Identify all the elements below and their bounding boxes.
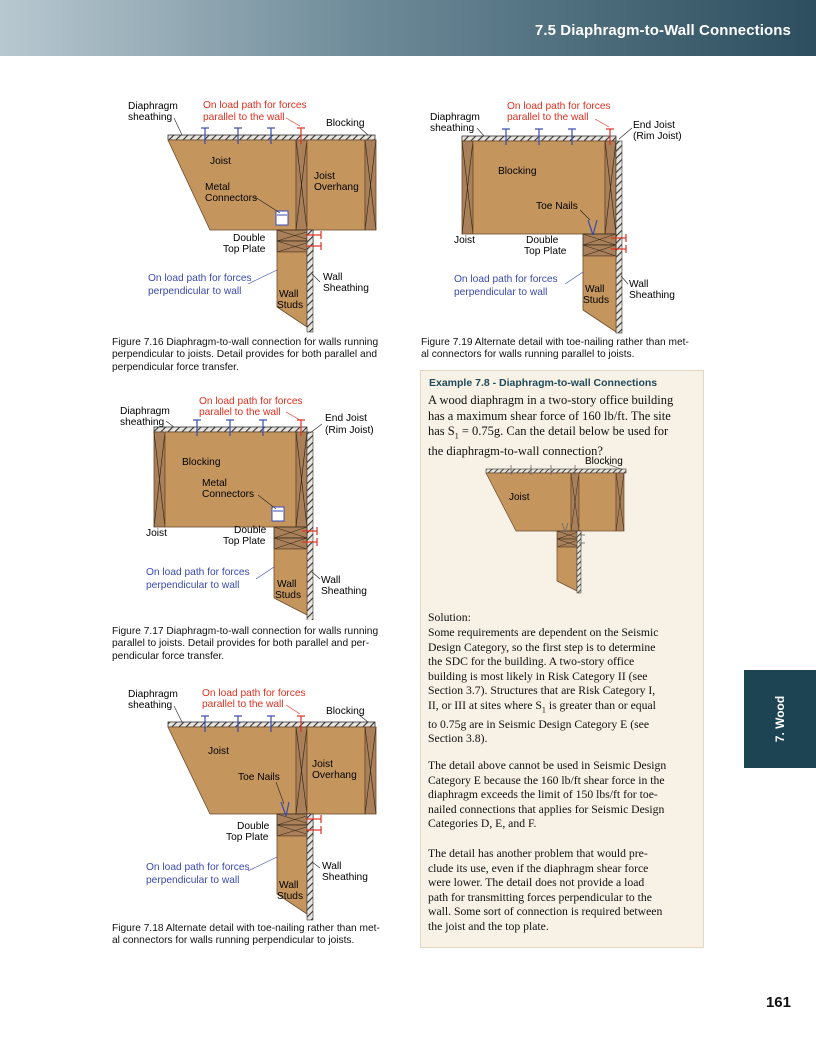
label-perp-path: On load path for forces: [148, 273, 252, 284]
chapter-tab[interactable]: [744, 670, 816, 768]
label-blocking: Blocking: [182, 457, 221, 468]
label-wall-studs: Wall: [585, 284, 605, 295]
label-parallel-path-2: parallel to the wall: [199, 407, 281, 418]
solution-paragraph-2: The detail above cannot be used in Seismic Design Category E because the 160 lb/ft shear force in the diaphragm exceeds the limit of 150 lbs/ft for toe- nailed connections that applies for Seismic Design Categories D, E, and F.: [428, 759, 667, 831]
label-wall-sheathing: Wall: [321, 575, 341, 586]
example-title: Example 7.8 - Diaphragm-to-wall Connections: [429, 377, 658, 389]
label-joist-overhang-2: Overhang: [314, 182, 359, 193]
label-end-joist: End Joist: [325, 413, 367, 424]
label-diaphragm: Diaphragm: [128, 689, 178, 700]
label-double-top-plate: Double: [237, 821, 270, 832]
label-parallel-path-2: parallel to the wall: [507, 112, 589, 123]
label-wall-studs: Wall: [279, 880, 299, 891]
figure-7-19: [420, 92, 710, 337]
label-wall-sheathing: Wall: [629, 279, 649, 290]
label-end-joist-2: (Rim Joist): [325, 425, 374, 436]
label-joist-overhang: Joist: [314, 171, 335, 182]
example-diagram: [483, 455, 633, 595]
label-double-top-plate: Double: [234, 525, 267, 536]
example-box: [420, 370, 704, 948]
label-perp-path: On load path for forces: [454, 274, 558, 285]
figure-7-17: [110, 390, 400, 620]
label-perp-path-2: perpendicular to wall: [146, 875, 240, 886]
label-joist: Joist: [208, 746, 229, 757]
para1-line-s1: II, or III at sites where $S_1$ is greater than or equal: [428, 698, 656, 715]
header-title: 7.5 Diaphragm-to-Wall Connections: [534, 22, 791, 39]
label-end-joist-2: (Rim Joist): [633, 131, 682, 142]
label-sheathing: sheathing: [120, 417, 165, 428]
label-blocking: Blocking: [326, 706, 365, 717]
label-wall-sheathing: Wall: [323, 272, 343, 283]
label-parallel-path: On load path for forces: [202, 688, 306, 699]
label-wall-studs-2: Studs: [583, 295, 610, 306]
label-wall-sheathing: Wall: [322, 861, 342, 872]
label-parallel-path: On load path for forces: [199, 396, 303, 407]
label-double-top-plate-2: Top Plate: [223, 244, 266, 255]
label-perp-path-2: perpendicular to wall: [146, 580, 240, 591]
label-double-top-plate: Double: [526, 235, 559, 246]
diagram-label-joist: Joist: [509, 492, 530, 503]
label-metal-connectors: Metal: [205, 182, 230, 193]
page-header: [0, 0, 816, 56]
label-metal-connectors-2: Connectors: [205, 193, 258, 204]
caption-figure-7-16: Figure 7.16 Diaphragm-to-wall connection for walls running perpendicular to joists. Detail provides for both parallel and perpendicular force transfer.: [112, 337, 379, 373]
diagram-label-blocking: Blocking: [585, 456, 623, 467]
label-toe-nails: Toe Nails: [238, 772, 280, 783]
label-wall-sheathing-2: Sheathing: [321, 586, 367, 597]
label-joist-overhang-2: Overhang: [312, 770, 357, 781]
label-wall-studs: Wall: [279, 289, 299, 300]
caption-figure-7-18: Figure 7.18 Alternate detail with toe-nailing rather than met- al connectors for walls running perpendicular to joists.: [112, 923, 380, 947]
label-metal-connectors: Metal: [202, 478, 227, 489]
caption-figure-7-17: Figure 7.17 Diaphragm-to-wall connection for walls running parallel to joists. Detail provides for both parallel and per- pendicular force transfer.: [112, 626, 379, 662]
solution-paragraph-3: The detail has another problem that would pre- clude its use, even if the diaphragm shear force were lower. The detail does not provide a load path for transmitting forces perpendicular to the wall. Some sort of connection is required between the joist and the top plate.: [428, 847, 663, 933]
label-joist: Joist: [146, 528, 167, 539]
label-sheathing: sheathing: [128, 700, 173, 711]
label-diaphragm: Diaphragm: [430, 112, 480, 123]
label-joist: Joist: [210, 156, 231, 167]
label-metal-connectors-2: Connectors: [202, 489, 255, 500]
label-double-top-plate-2: Top Plate: [524, 246, 567, 257]
figure-7-18: [110, 682, 400, 922]
label-wall-studs: Wall: [277, 579, 297, 590]
label-toe-nails: Toe Nails: [536, 201, 578, 212]
label-wall-sheathing-2: Sheathing: [323, 283, 369, 294]
label-wall-sheathing-2: Sheathing: [322, 872, 368, 883]
label-perp-path: On load path for forces: [146, 862, 250, 873]
question-line-s1: has $S_1 = 0.75g$. Can the detail below be used for: [428, 424, 669, 441]
label-diaphragm: Diaphragm: [128, 101, 178, 112]
label-wall-studs-2: Studs: [277, 891, 304, 902]
label-perp-path-2: perpendicular to wall: [454, 287, 548, 298]
label-parallel-path-2: parallel to the wall: [202, 699, 284, 710]
label-blocking: Blocking: [498, 166, 537, 177]
label-parallel-path: On load path for forces: [507, 101, 611, 112]
label-diaphragm: Diaphragm: [120, 406, 170, 417]
label-blocking: Blocking: [326, 118, 365, 129]
label-perp-path-2: perpendicular to wall: [148, 286, 242, 297]
solution-paragraph-1: Some requirements are dependent on the Seismic Design Category, so the first step is to determine the SDC for the building. A two-story office building is most likely in Risk Category II (see Section 3.7). Structures that are Risk Category I, II, or III at sites where $S_1$ is greater than or equal to 0.75g are in Seismic Design Category E (see Section 3.8).: [428, 626, 700, 747]
label-joist-overhang: Joist: [312, 759, 333, 770]
label-double-top-plate-2: Top Plate: [226, 832, 269, 843]
figure-7-16: [110, 92, 400, 342]
label-sheathing: sheathing: [430, 123, 475, 134]
wall-sheathing-shape: [307, 230, 313, 332]
label-parallel-path-2: parallel to the wall: [203, 112, 285, 123]
example-question: A wood diaphragm in a two-story office building has a maximum shear force of 160 lb/ft. The site has $S_1 = 0.75g$. Can the detail below be used for the diaphragm-to-wall connection?: [428, 393, 700, 460]
label-parallel-path: On load path for forces: [203, 100, 307, 111]
page-number: 161: [765, 994, 791, 1011]
label-double-top-plate-2: Top Plate: [223, 536, 266, 547]
chapter-tab-label: 7. Wood: [773, 695, 787, 743]
solution-heading: Solution:: [428, 611, 471, 624]
label-sheathing: sheathing: [128, 112, 173, 123]
label-end-joist: End Joist: [633, 120, 675, 131]
label-double-top-plate: Double: [233, 233, 266, 244]
label-perp-path: On load path for forces: [146, 567, 250, 578]
label-wall-studs-2: Studs: [277, 300, 304, 311]
label-wall-studs-2: Studs: [275, 590, 302, 601]
label-wall-sheathing-2: Sheathing: [629, 290, 675, 301]
caption-figure-7-19: Figure 7.19 Alternate detail with toe-nailing rather than met- al connectors for walls running parallel to joists.: [421, 337, 689, 361]
label-joist: Joist: [454, 235, 475, 246]
